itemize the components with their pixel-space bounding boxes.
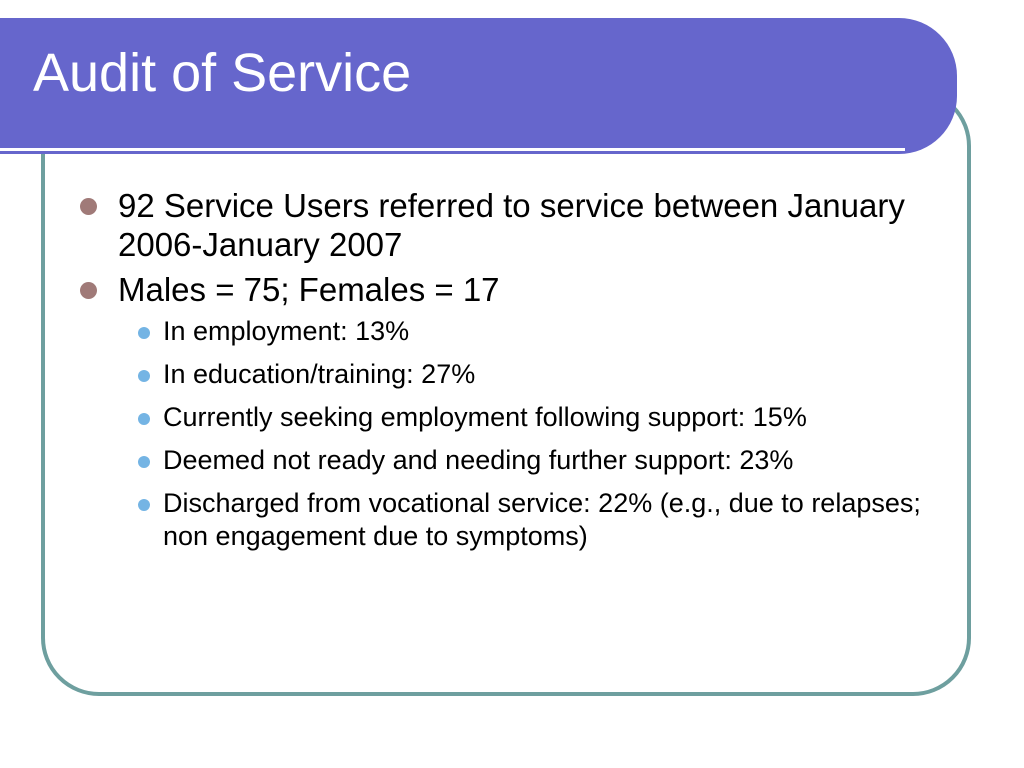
- bullet-item: [80, 270, 950, 553]
- sub-bullet-dot-icon: [138, 370, 150, 382]
- sub-bullet-text: Currently seeking employment following support: 15%: [163, 402, 807, 432]
- sub-bullet-dot-icon: [138, 499, 150, 511]
- bullet-item: [80, 186, 950, 264]
- sub-bullet-item: [118, 401, 950, 434]
- sub-bullet-dot-icon: [138, 327, 150, 339]
- sub-bullet-text: In education/training: 27%: [163, 359, 476, 389]
- banner-underline: [0, 148, 905, 151]
- sub-bullet-text: In employment: 13%: [163, 316, 410, 346]
- sub-bullet-item: [118, 444, 950, 477]
- slide-body: [80, 186, 950, 563]
- bullet-text: 92 Service Users referred to service between January 2006-January 2007: [118, 187, 905, 263]
- slide-title: Audit of Service: [33, 43, 412, 103]
- sub-bullet-item: [118, 358, 950, 391]
- sub-bullet-item: [118, 487, 950, 553]
- bullet-dot-icon: [80, 282, 97, 299]
- sub-bullet-text: Deemed not ready and needing further support: 23%: [163, 445, 794, 475]
- sub-bullet-item: [118, 315, 950, 348]
- sub-bullet-text: Discharged from vocational service: 22% (e.g., due to relapses; non engagement due to symptoms): [163, 488, 921, 551]
- bullet-list: [80, 186, 950, 553]
- sub-bullet-dot-icon: [138, 413, 150, 425]
- sub-bullet-dot-icon: [138, 456, 150, 468]
- sub-bullet-list: [118, 315, 950, 553]
- bullet-dot-icon: [80, 198, 97, 215]
- bullet-text: Males = 75; Females = 17: [118, 271, 500, 308]
